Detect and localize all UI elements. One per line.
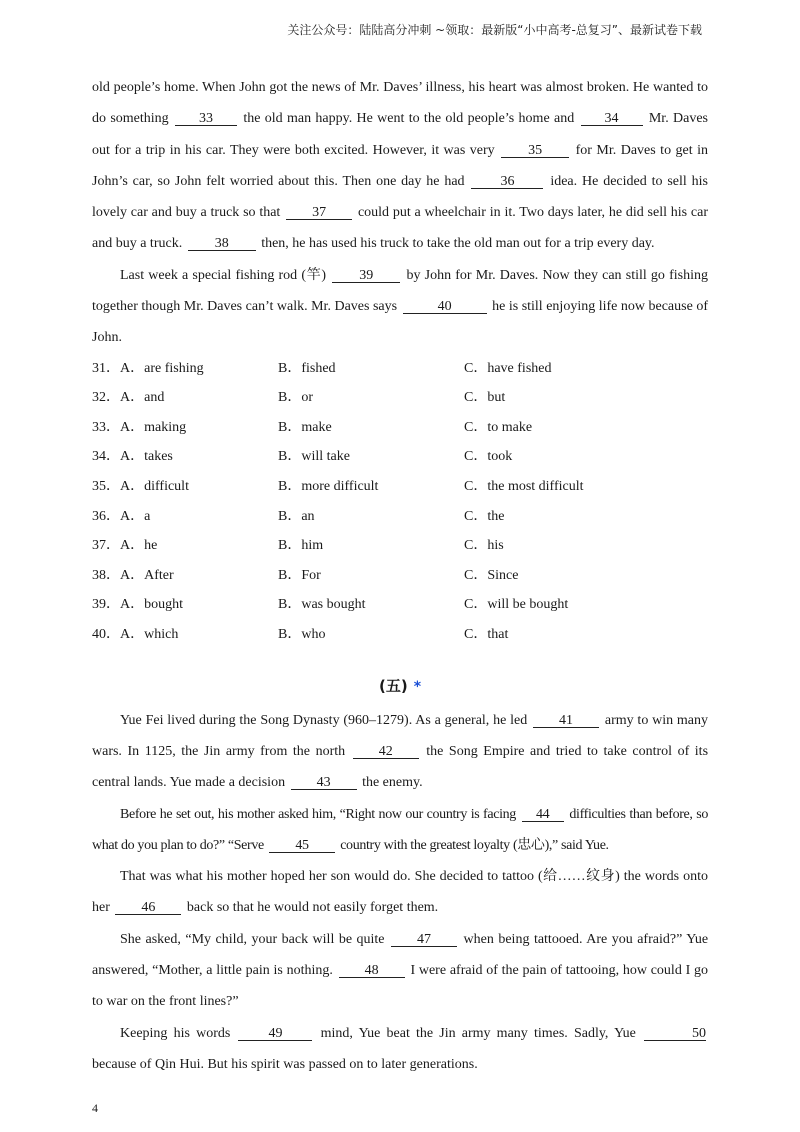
passage5-paragraph-3 — [92, 861, 708, 924]
option-c: C．Since — [464, 567, 519, 583]
option-b: B．will take — [278, 449, 350, 465]
option-row — [92, 354, 708, 384]
option-row — [92, 531, 708, 561]
passage5-paragraph-2 — [92, 799, 708, 862]
blank-39: 39 — [332, 269, 400, 283]
passage-text: then, he has used his truck to take the old man out for a trip every day. — [261, 236, 655, 252]
blank-42: 42 — [353, 745, 419, 759]
blank-48: 48 — [339, 964, 405, 978]
passage-text: could put a wheelchair in it. Two days later, he did sell his car and buy a truck. — [92, 205, 709, 252]
page-header: 关注公众号：陆陆高分冲刺 ~领取：最新版“小中高考-总复习”、最新试卷下载 — [287, 23, 702, 37]
passage-text: for Mr. Daves to get in John’s car, so John felt worried about this. Then one day he had — [92, 142, 708, 189]
section-title: (五) — [378, 676, 408, 695]
passage-text: old people’s home. When John got the news of Mr. Daves’ illness, his heart was almost broken. He wanted to do something — [92, 80, 708, 127]
option-c: C．his — [464, 538, 504, 554]
option-b: B．or — [278, 390, 313, 406]
blank-40: 40 — [403, 300, 487, 314]
passage-text: Mr. Daves out for a trip in his car. They were both excited. However, it was very — [92, 111, 709, 158]
blank-49: 49 — [238, 1027, 312, 1041]
passage-text: army to win many wars. In 1125, the Jin army from the north — [92, 712, 709, 759]
passage-text: country with the greatest loyalty (忠心),” said Yue. — [340, 837, 609, 853]
option-b: B．an — [278, 508, 315, 524]
blank-34: 34 — [581, 112, 643, 126]
option-a: 40．A．which — [92, 627, 179, 643]
option-c: C．will be bought — [464, 597, 569, 613]
passage-text: by John for Mr. Daves. Now they can still go fishing together though Mr. Daves can’t walk. Mr. Daves says — [92, 267, 709, 315]
passage4-paragraph-2 — [92, 260, 708, 354]
option-a: 38．A．After — [92, 567, 174, 583]
blank-50: 50 — [644, 1027, 706, 1041]
option-a: 32．A．and — [92, 390, 165, 406]
option-row — [92, 413, 708, 443]
blank-35: 35 — [501, 144, 569, 158]
passage-text: She asked, “My child, your back will be quite — [120, 931, 385, 947]
section-heading — [92, 674, 708, 699]
blank-37: 37 — [286, 206, 352, 220]
option-b: B．fished — [278, 360, 336, 376]
passage5-paragraph-5 — [92, 1018, 708, 1081]
option-c: C．to make — [464, 419, 533, 435]
passage-text: idea. He decided to sell his lovely car and buy a truck so that — [92, 173, 709, 221]
option-c: C．took — [464, 449, 513, 465]
blank-36: 36 — [471, 175, 543, 189]
passage-text: back so that he would not easily forget them. — [186, 900, 439, 916]
passage-text: Last week a special fishing rod (竿) — [120, 267, 327, 283]
passage-text: I were afraid of the pain of tattooing, how could I go to war on the front lines?” — [92, 962, 709, 1010]
passage-text: Keeping his words — [120, 1025, 231, 1041]
option-b: B．more difficult — [278, 479, 379, 495]
option-row — [92, 561, 708, 591]
blank-44: 44 — [522, 808, 564, 822]
page-number: 4 — [92, 1101, 98, 1115]
passage5-paragraph-4 — [92, 924, 708, 1018]
passage4-paragraph-1 — [92, 72, 708, 260]
page-body — [92, 72, 708, 1080]
passage-text: the Song Empire and tried to take control of its central lands. Yue made a decision — [92, 743, 709, 791]
passage-text: the enemy. — [362, 775, 423, 791]
option-b: B．who — [278, 627, 326, 643]
blank-38: 38 — [188, 237, 256, 251]
passage-text: he is still enjoying life now because of John. — [92, 299, 708, 346]
passage-text: That was what his mother hoped her son would do. She decided to tattoo (给……纹身) the words onto her — [92, 869, 708, 916]
option-a: 36．A．a — [92, 508, 151, 524]
blank-41: 41 — [533, 714, 599, 728]
passage5-paragraph-1 — [92, 705, 708, 799]
option-row — [92, 590, 708, 620]
option-a: 37．A．he — [92, 538, 158, 554]
blank-43: 43 — [291, 776, 357, 790]
option-c: C．but — [464, 390, 506, 406]
option-a: 33．A．making — [92, 419, 187, 435]
option-c: C．the most difficult — [464, 479, 584, 495]
option-a: 35．A．difficult — [92, 479, 189, 495]
passage-text: mind, Yue beat the Jin army many times. Sadly, Yue — [320, 1025, 636, 1041]
passage-text: Before he set out, his mother asked him, “Right now our country is facing — [120, 806, 516, 822]
option-row — [92, 620, 708, 650]
passage-text: Yue Fei lived during the Song Dynasty (960–1279). As a general, he led — [120, 712, 528, 728]
option-a: 31．A．are fishing — [92, 360, 204, 376]
passage-text: difficulties than before, so what do you plan to do?” “Serve — [92, 806, 709, 853]
answer-options — [92, 354, 708, 650]
option-c: C．the — [464, 508, 505, 524]
option-row — [92, 472, 708, 502]
blank-33: 33 — [175, 112, 237, 126]
option-b: B．For — [278, 567, 321, 583]
option-b: B．him — [278, 538, 324, 554]
option-a: 39．A．bought — [92, 597, 183, 613]
blank-47: 47 — [391, 933, 457, 947]
option-row — [92, 442, 708, 472]
option-a: 34．A．takes — [92, 449, 173, 465]
passage-text: when being tattooed. Are you afraid?” Yue answered, “Mother, a little pain is nothing. — [92, 931, 709, 978]
blank-45: 45 — [269, 839, 335, 853]
blank-46: 46 — [115, 901, 181, 915]
option-row — [92, 383, 708, 413]
option-c: C．have fished — [464, 360, 552, 376]
passage-text: because of Qin Hui. But his spirit was passed on to later generations. — [92, 1056, 478, 1072]
option-b: B．was bought — [278, 597, 366, 613]
option-c: C．that — [464, 627, 509, 643]
option-b: B．make — [278, 419, 332, 435]
star-icon: * — [413, 678, 422, 695]
passage-text: the old man happy. He went to the old people’s home and — [243, 111, 575, 127]
option-row — [92, 502, 708, 532]
